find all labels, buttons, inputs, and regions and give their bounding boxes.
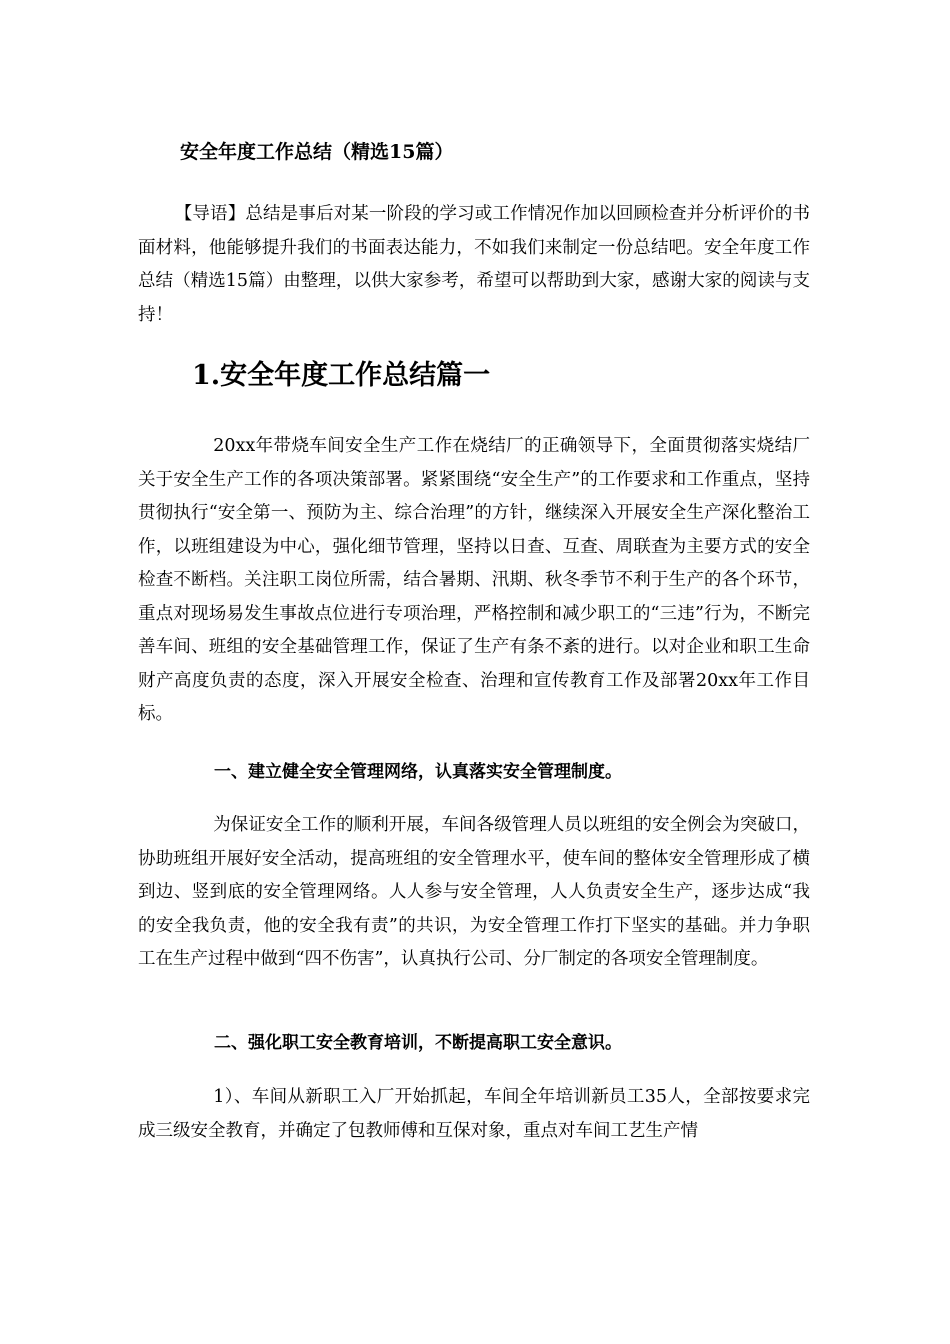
body-paragraph-1: 20xx年带烧车间安全生产工作在烧结厂的正确领导下，全面贯彻落实烧结厂关于安全生产工作的各项决策部署。紧紧围绕“安全生产”的工作要求和工作重点，坚持贯彻执行“安全第一、预防为主、综合治理”的方针，继续深入开展安全生产深化整治工作，以班组建设为中心，强化细节管理，坚持以日查、互查、周联查为主要方式的安全检查不断档。关注职工岗位所需，结合暑期、汛期、秋冬季节不利于生产的各个环节，重点对现场易发生事故点位进行专项治理，严格控制和减少职工的“三违”行为，不断完善车间、班组的安全基础管理工作，保证了生产有条不紊的进行。以对企业和职工生命财产高度负责的态度，深入开展安全检查、治理和宣传教育工作及部署20xx年工作目标。 xyxy=(138,436,810,724)
body-paragraph-3: 1）、车间从新职工入厂开始抓起，车间全年培训新员工35人，全部按要求完成三级安全教育，并确定了包教师傅和互保对象，重点对车间工艺生产情 xyxy=(138,1087,810,1141)
intro-paragraph: 【导语】总结是事后对某一阶段的学习或工作情况作加以回顾检查并分析评价的书面材料，他能够提升我们的书面表达能力，不如我们来制定一份总结吧。安全年度工作总结（精选15篇）由整理，以供大家参考，希望可以帮助到大家，感谢大家的阅读与支持！ xyxy=(138,204,810,325)
section-heading: 1.安全年度工作总结篇一 xyxy=(192,360,491,391)
subheading-2: 二、强化职工安全教育培训，不断提高职工安全意识。 xyxy=(214,1033,622,1053)
subheading-1: 一、建立健全安全管理网络，认真落实安全管理制度。 xyxy=(214,762,622,782)
body-paragraph-2: 为保证安全工作的顺利开展，车间各级管理人员以班组的安全例会为突破口，协助班组开展好安全活动，提高班组的安全管理水平，使车间的整体安全管理形成了横到边、竖到底的安全管理网络。人人参与安全管理，人人负责安全生产，逐步达成“我的安全我负责，他的安全我有责”的共识，为安全管理工作打下坚实的基础。并力争职工在生产过程中做到“四不伤害”，认真执行公司、分厂制定的各项安全管理制度。 xyxy=(138,815,810,969)
document-title: 安全年度工作总结（精选15篇） xyxy=(180,141,454,163)
